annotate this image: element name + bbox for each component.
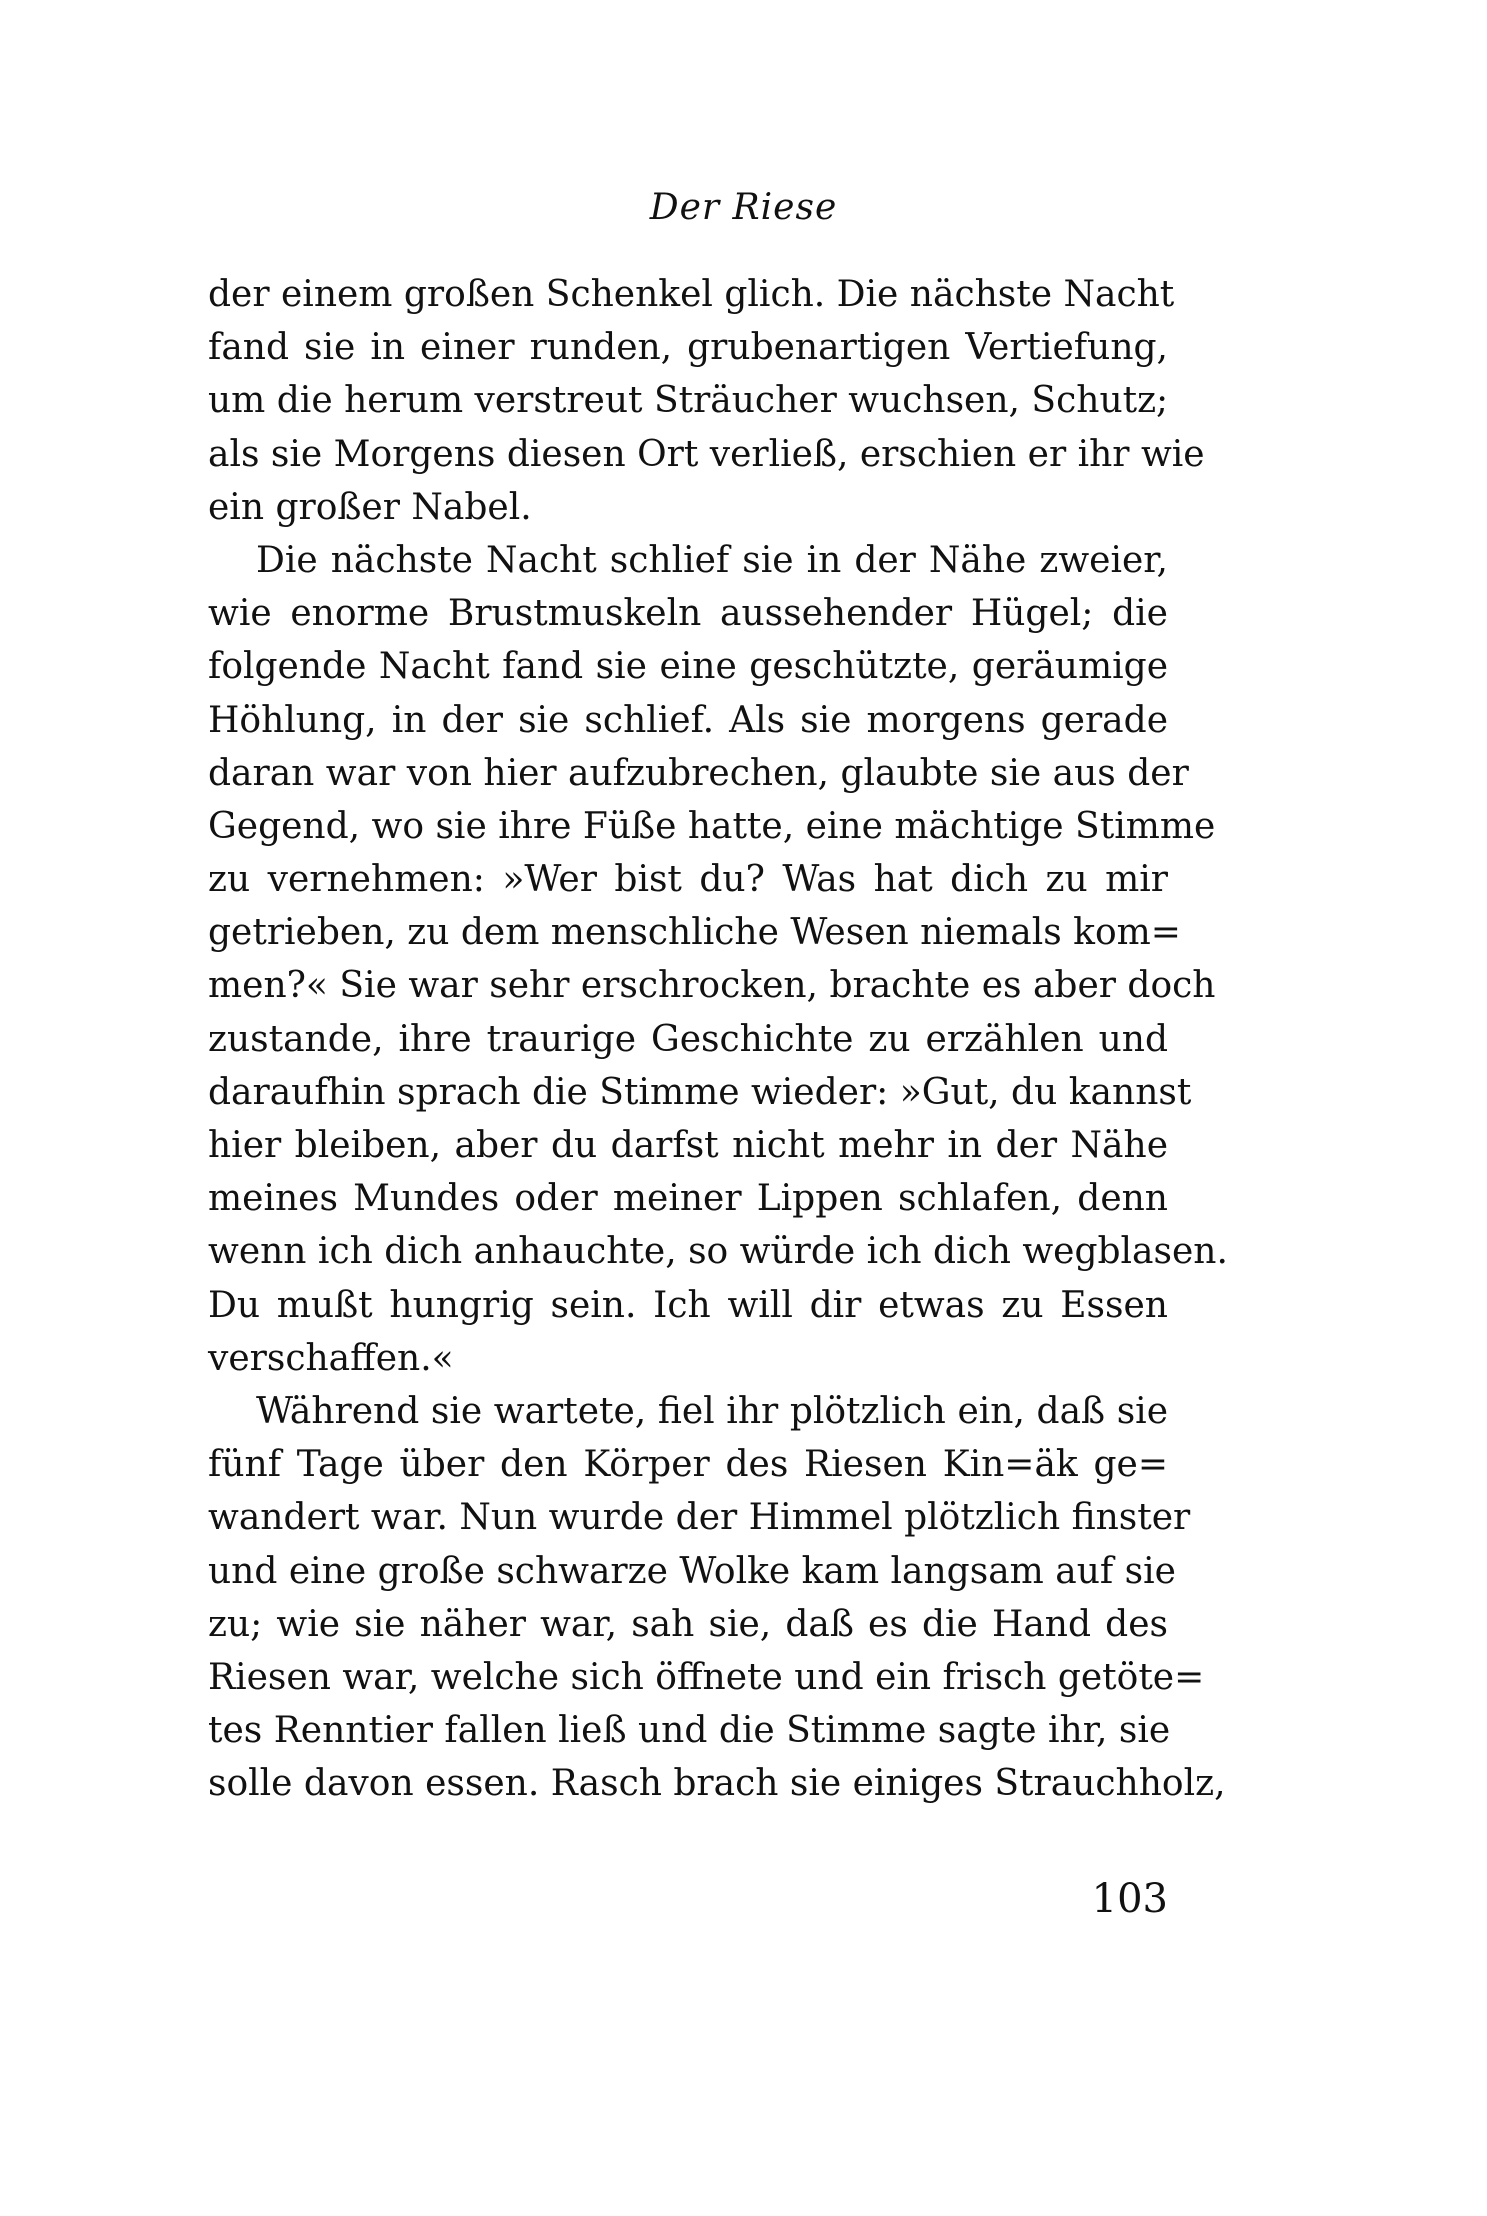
text-line: wandert war. Nun wurde der Himmel plötzlich finster xyxy=(208,1497,1191,1539)
text-line: folgende Nacht fand sie eine geschützte, geräumige xyxy=(208,646,1168,688)
text-line: wie enorme Brustmuskeln aussehender Hügel; die xyxy=(208,593,1168,635)
text-line: fünf Tage über den Körper des Riesen Kin=äk ge= xyxy=(208,1444,1168,1486)
paragraph-last-line: ein großer Nabel. xyxy=(208,486,532,528)
text-line: Riesen war, welche sich öffnete und ein frisch getöte= xyxy=(208,1656,1205,1698)
text-line: getrieben, zu dem menschliche Wesen niemals kom= xyxy=(208,912,1181,954)
text-line: zu vernehmen: »Wer bist du? Was hat dich zu mir xyxy=(208,859,1168,901)
text-line: Höhlung, in der sie schlief. Als sie morgens gerade xyxy=(208,699,1168,741)
paragraph-first-line: Während sie wartete, fiel ihr plötzlich ein, daß sie xyxy=(256,1390,1168,1432)
text-line: men?« Sie war sehr erschrocken, brachte es aber doch xyxy=(208,965,1216,1007)
text-line: solle davon essen. Rasch brach sie einiges Strauchholz, xyxy=(208,1763,1226,1805)
page-number: 103 xyxy=(1091,1876,1168,1922)
text-line: wenn ich dich anhauchte, so würde ich dich wegblasen. xyxy=(208,1231,1228,1273)
text-line: meines Mundes oder meiner Lippen schlafen, denn xyxy=(208,1178,1168,1220)
running-head: Der Riese xyxy=(649,187,838,228)
text-line: tes Renntier fallen ließ und die Stimme sagte ihr, sie xyxy=(208,1710,1171,1752)
text-line: zu; wie sie näher war, sah sie, daß es die Hand des xyxy=(208,1603,1168,1645)
body-text xyxy=(208,268,1228,1810)
text-line: Gegend, wo sie ihre Füße hatte, eine mächtige Stimme xyxy=(208,805,1216,847)
text-line: und eine große schwarze Wolke kam langsam auf sie xyxy=(208,1550,1176,1592)
text-line: hier bleiben, aber du darfst nicht mehr in der Nähe xyxy=(208,1125,1168,1166)
text-line: daran war von hier aufzubrechen, glaubte sie aus der xyxy=(208,752,1189,794)
text-line: um die herum verstreut Sträucher wuchsen, Schutz; xyxy=(208,380,1169,422)
text-line: zustande, ihre traurige Geschichte zu erzählen und xyxy=(208,1018,1168,1060)
paragraph-last-line: verschaffen.« xyxy=(208,1337,454,1379)
text-line: daraufhin sprach die Stimme wieder: »Gut, du kannst xyxy=(208,1071,1192,1113)
text-line: Du mußt hungrig sein. Ich will dir etwas zu Essen xyxy=(208,1284,1168,1326)
paragraph-first-line: Die nächste Nacht schlief sie in der Nähe zweier, xyxy=(256,539,1168,581)
text-line: fand sie in einer runden, grubenartigen Vertiefung, xyxy=(208,327,1168,369)
text-line: der einem großen Schenkel glich. Die nächste Nacht xyxy=(208,274,1175,315)
text-line: als sie Morgens diesen Ort verließ, erschien er ihr wie xyxy=(208,433,1205,475)
